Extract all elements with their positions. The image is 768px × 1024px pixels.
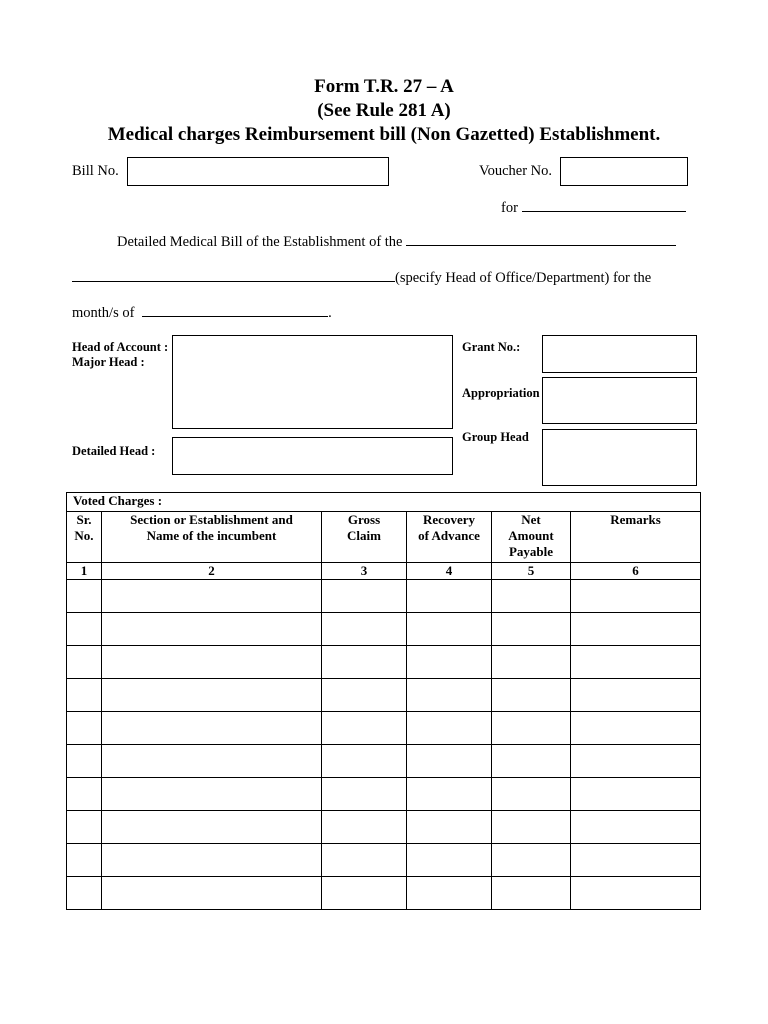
- table-row: [67, 877, 701, 910]
- voted-charges-title: Voted Charges :: [67, 493, 701, 512]
- detailed-head-field[interactable]: [172, 437, 453, 475]
- cell-recovery[interactable]: [407, 745, 492, 778]
- appropriation-label: Appropriation: [462, 386, 540, 400]
- months-blank[interactable]: [142, 316, 328, 317]
- col-header-text: Payable: [508, 544, 554, 559]
- cell-gross-claim[interactable]: [322, 811, 407, 844]
- head-of-account-field[interactable]: [172, 335, 453, 429]
- appropriation-field[interactable]: [542, 377, 697, 424]
- cell-recovery[interactable]: [407, 778, 492, 811]
- bill-no-label: Bill No.: [72, 163, 119, 179]
- detailed-bill-text: Detailed Medical Bill of the Establishment of the: [117, 234, 403, 250]
- col-header-net-amount: [492, 512, 571, 563]
- cell-sr-no[interactable]: [67, 811, 102, 844]
- cell-section[interactable]: [102, 646, 322, 679]
- cell-net-amount[interactable]: [492, 712, 571, 745]
- cell-section[interactable]: [102, 580, 322, 613]
- head-of-office-blank[interactable]: [72, 281, 395, 282]
- table-section-row: [67, 493, 701, 512]
- table-row: [67, 646, 701, 679]
- cell-recovery[interactable]: [407, 844, 492, 877]
- specify-line: [72, 270, 651, 287]
- cell-recovery[interactable]: [407, 811, 492, 844]
- establishment-blank[interactable]: [406, 245, 676, 246]
- cell-section[interactable]: [102, 877, 322, 910]
- voucher-no-field[interactable]: [560, 157, 688, 186]
- grant-no-label: Grant No.:: [462, 340, 521, 354]
- col-header-text: Amount: [508, 528, 554, 543]
- col-header-text: Sr.: [76, 512, 92, 527]
- form-subtitle: Medical charges Reimbursement bill (Non Gazetted) Establishment.: [107, 124, 661, 145]
- col-header-text: Section or Establishment and: [130, 512, 293, 527]
- col-header-text: Claim: [347, 528, 381, 543]
- cell-sr-no[interactable]: [67, 877, 102, 910]
- column-number: 2: [102, 563, 322, 580]
- table-header-row: [67, 512, 701, 563]
- cell-remarks[interactable]: [571, 877, 701, 910]
- cell-sr-no[interactable]: [67, 613, 102, 646]
- voucher-no-label: Voucher No.: [479, 163, 553, 179]
- months-label: month/s of: [72, 305, 135, 321]
- cell-sr-no[interactable]: [67, 580, 102, 613]
- column-number: 4: [407, 563, 492, 580]
- cell-net-amount[interactable]: [492, 679, 571, 712]
- group-head-label: Group Head: [462, 430, 529, 444]
- months-end: .: [328, 305, 332, 321]
- cell-remarks[interactable]: [571, 811, 701, 844]
- cell-gross-claim[interactable]: [322, 679, 407, 712]
- cell-gross-claim[interactable]: [322, 613, 407, 646]
- group-head-field[interactable]: [542, 429, 697, 486]
- cell-sr-no[interactable]: [67, 646, 102, 679]
- column-number: 6: [571, 563, 701, 580]
- cell-remarks[interactable]: [571, 646, 701, 679]
- voted-charges-table: [66, 492, 701, 910]
- bill-no-field[interactable]: [127, 157, 389, 186]
- cell-sr-no[interactable]: [67, 844, 102, 877]
- cell-recovery[interactable]: [407, 613, 492, 646]
- cell-sr-no[interactable]: [67, 778, 102, 811]
- cell-sr-no[interactable]: [67, 712, 102, 745]
- col-header-text: Net: [521, 512, 541, 527]
- cell-recovery[interactable]: [407, 877, 492, 910]
- cell-remarks[interactable]: [571, 613, 701, 646]
- column-number: 5: [492, 563, 571, 580]
- cell-remarks[interactable]: [571, 679, 701, 712]
- table-body: [67, 580, 701, 910]
- cell-section[interactable]: [102, 613, 322, 646]
- table-row: [67, 580, 701, 613]
- table-row: [67, 844, 701, 877]
- table-row: [67, 679, 701, 712]
- cell-section[interactable]: [102, 679, 322, 712]
- cell-net-amount[interactable]: [492, 646, 571, 679]
- col-header-gross-claim: [322, 512, 407, 563]
- specify-text: (specify Head of Office/Department) for the: [395, 270, 652, 286]
- detailed-head-label: Detailed Head :: [72, 444, 156, 458]
- cell-remarks[interactable]: [571, 844, 701, 877]
- head-of-account-label: Head of Account :: [72, 340, 169, 354]
- cell-section[interactable]: [102, 778, 322, 811]
- cell-sr-no[interactable]: [67, 679, 102, 712]
- rule-reference: (See Rule 281 A): [317, 100, 451, 121]
- col-header-text: Gross: [347, 512, 381, 527]
- cell-gross-claim[interactable]: [322, 745, 407, 778]
- months-line: [72, 305, 332, 322]
- cell-net-amount[interactable]: [492, 745, 571, 778]
- major-head-label: Major Head :: [72, 355, 145, 369]
- for-label: for: [501, 200, 518, 216]
- cell-gross-claim[interactable]: [322, 580, 407, 613]
- cell-gross-claim[interactable]: [322, 712, 407, 745]
- cell-remarks[interactable]: [571, 580, 701, 613]
- form-title: Form T.R. 27 – A: [314, 76, 454, 97]
- col-header-text: of Advance: [418, 528, 480, 543]
- cell-gross-claim[interactable]: [322, 877, 407, 910]
- col-header-text: No.: [74, 528, 94, 543]
- cell-gross-claim[interactable]: [322, 646, 407, 679]
- for-line: [501, 200, 686, 217]
- column-number: 3: [322, 563, 407, 580]
- col-header-remarks: [571, 512, 701, 563]
- cell-net-amount[interactable]: [492, 877, 571, 910]
- cell-section[interactable]: [102, 745, 322, 778]
- table-row: [67, 712, 701, 745]
- cell-net-amount[interactable]: [492, 778, 571, 811]
- column-number: 1: [67, 563, 102, 580]
- column-number-row: [67, 563, 701, 580]
- cell-recovery[interactable]: [407, 646, 492, 679]
- col-header-sr-no: [67, 512, 102, 563]
- cell-section[interactable]: [102, 811, 322, 844]
- cell-recovery[interactable]: [407, 712, 492, 745]
- table-row: [67, 778, 701, 811]
- for-blank[interactable]: [522, 211, 686, 212]
- cell-recovery[interactable]: [407, 679, 492, 712]
- cell-net-amount[interactable]: [492, 844, 571, 877]
- cell-gross-claim[interactable]: [322, 844, 407, 877]
- cell-remarks[interactable]: [571, 778, 701, 811]
- cell-remarks[interactable]: [571, 712, 701, 745]
- cell-net-amount[interactable]: [492, 580, 571, 613]
- col-header-section: [102, 512, 322, 563]
- cell-sr-no[interactable]: [67, 745, 102, 778]
- table-row: [67, 745, 701, 778]
- cell-section[interactable]: [102, 844, 322, 877]
- cell-recovery[interactable]: [407, 580, 492, 613]
- col-header-text: Remarks: [610, 512, 661, 527]
- grant-no-field[interactable]: [542, 335, 697, 373]
- col-header-text: Recovery: [423, 512, 475, 527]
- table-row: [67, 811, 701, 844]
- cell-gross-claim[interactable]: [322, 778, 407, 811]
- cell-net-amount[interactable]: [492, 613, 571, 646]
- cell-section[interactable]: [102, 712, 322, 745]
- detailed-bill-line: [117, 234, 676, 251]
- col-header-text: Name of the incumbent: [146, 528, 277, 543]
- cell-net-amount[interactable]: [492, 811, 571, 844]
- col-header-recovery: [407, 512, 492, 563]
- cell-remarks[interactable]: [571, 745, 701, 778]
- table-row: [67, 613, 701, 646]
